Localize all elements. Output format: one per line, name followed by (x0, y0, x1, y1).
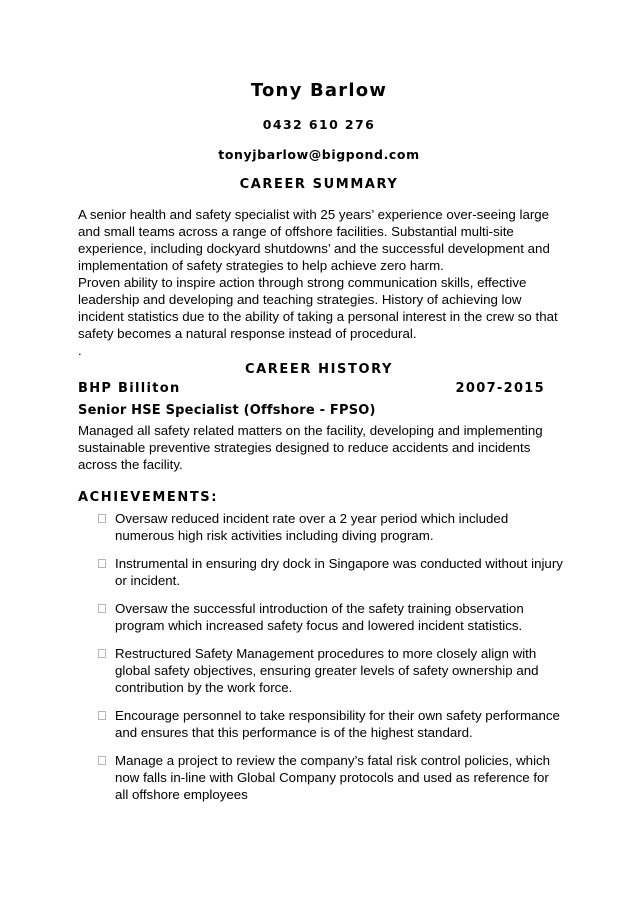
achievement-text: Oversaw the successful introduction of the safety training observation program which increased safety focus and lowered incident statistics. (115, 601, 524, 633)
company-name: BHP Billiton (78, 381, 181, 396)
list-item (95, 752, 565, 803)
role-description: Managed all safety related matters on the facility, developing and implementing sustainable preventive strategies designed to reduce accidents and incidents across the facility. (78, 423, 543, 472)
summary-paragraph-2: Proven ability to inspire action through strong communication skills, effective leadership and developing and teaching strategies. History of achieving low incident statistics due to the ability of taking a personal interest in the crew so that safety becomes a natural response instead of procedural. (78, 275, 558, 341)
achievement-text: Manage a project to review the company’s fatal risk control policies, which now falls in-line with Global Company protocols and used as reference for all offshore employees (115, 753, 551, 802)
bullet-icon (98, 559, 106, 568)
achievements-heading: ACHIEVEMENTS: (78, 490, 219, 505)
career-summary-heading: CAREER SUMMARY (239, 177, 399, 192)
email-address: tonyjbarlow@bigpond.com (218, 147, 420, 162)
achievements-list (95, 510, 565, 814)
achievement-text: Restructured Safety Management procedures to more closely align with global safety objectives, ensuring greater levels of safety ownership and contribution by the work force. (115, 646, 539, 695)
list-item (95, 510, 565, 544)
list-item (95, 555, 565, 589)
achievement-text: Instrumental in ensuring dry dock in Singapore was conducted without injury or incident. (115, 556, 563, 588)
list-item (95, 600, 565, 634)
employment-years: 2007-2015 (455, 381, 545, 396)
stray-dot: . (78, 343, 82, 358)
bullet-icon (98, 756, 106, 765)
list-item (95, 645, 565, 696)
career-history-heading: CAREER HISTORY (244, 362, 394, 377)
achievement-text: Oversaw reduced incident rate over a 2 year period which included numerous high risk activities including diving program. (115, 511, 509, 543)
achievement-text: Encourage personnel to take responsibility for their own safety performance and ensures that this performance is of the highest standard. (115, 708, 560, 740)
bullet-icon (98, 649, 106, 658)
candidate-name: Tony Barlow (250, 80, 388, 101)
list-item (95, 707, 565, 741)
summary-paragraph-1: A senior health and safety specialist with 25 years’ experience over-seeing large and small teams across a range of offshore facilities. Substantial multi-site experience, including dockyard shutdowns’ and the successful development and implementation of safety strategies to help achieve zero harm. (78, 207, 550, 273)
bullet-icon (98, 711, 106, 720)
bullet-icon (98, 604, 106, 613)
phone-number: 0432 610 276 (262, 117, 376, 132)
bullet-icon (98, 514, 106, 523)
job-title: Senior HSE Specialist (Offshore - FPSO) (78, 403, 376, 418)
employer-row (78, 381, 545, 396)
